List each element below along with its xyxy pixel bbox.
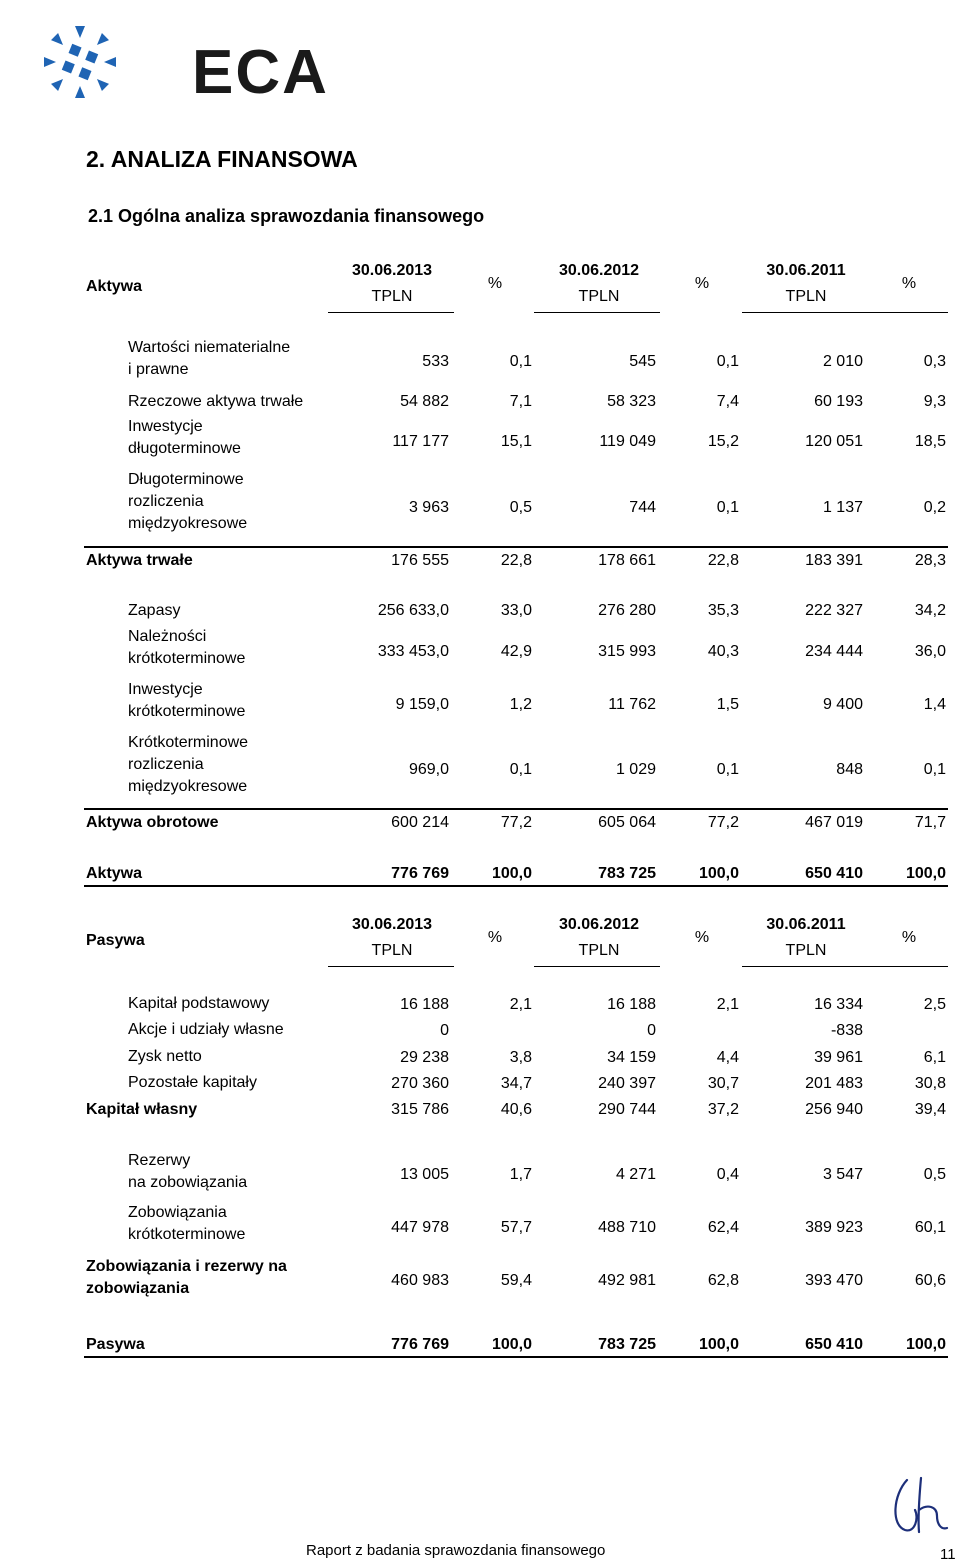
aktywa-row-p1: 7,1 — [509, 393, 532, 410]
eca-logo — [42, 20, 329, 107]
aktywa-row-v2: 315 993 — [598, 643, 656, 660]
pasywa-row-p1: 59,4 — [500, 1272, 532, 1289]
aktywa-row-v2: 11 762 — [608, 696, 656, 713]
subsection-title: 2.1 Ogólna analiza sprawozdania finansowego — [88, 206, 485, 226]
aktywa-row-label: Wartości niematerialne i prawne — [128, 339, 291, 378]
header-rule — [328, 312, 454, 313]
pasywa-row-p2: 2,1 — [716, 996, 739, 1013]
aktywa-row-v3: 120 051 — [805, 433, 863, 450]
pasywa-row-p2: 62,4 — [707, 1219, 739, 1236]
brand-name: ECA — [192, 38, 329, 107]
pasywa-row-v1: 0 — [440, 1022, 449, 1039]
aktywa-header: Aktywa — [86, 278, 143, 295]
pasywa-row-label: Zysk netto — [128, 1048, 202, 1065]
aktywa-row-v2: 605 064 — [598, 814, 656, 831]
pasywa-row-v2: 4 271 — [615, 1166, 656, 1183]
pasywa-row-p1: 2,1 — [509, 996, 532, 1013]
column-unit-d2013: TPLN — [371, 942, 413, 959]
pasywa-row-label: Akcje i udziały własne — [128, 1021, 284, 1038]
pasywa-row-p1: 40,6 — [500, 1101, 532, 1118]
column-date-d2012: 30.06.2012 — [558, 262, 640, 279]
aktywa-row-label: Rzeczowe aktywa trwałe — [128, 393, 304, 410]
pasywa-row-v3: 389 923 — [805, 1219, 863, 1236]
column-date-d2013: 30.06.2013 — [351, 916, 433, 933]
column-percent-3: % — [901, 275, 917, 292]
aktywa-row-p3: 0,1 — [923, 761, 946, 778]
aktywa-row-p1: 15,1 — [500, 433, 532, 450]
aktywa-row-v1: 176 555 — [391, 552, 449, 569]
aktywa-row-v1: 256 633,0 — [377, 602, 449, 619]
pasywa-row-v2: 783 725 — [598, 1336, 656, 1353]
column-percent-1: % — [487, 929, 503, 946]
pasywa-row-v1: 16 188 — [400, 996, 449, 1013]
pasywa-row-p3: 2,5 — [923, 996, 946, 1013]
aktywa-row-v1: 969,0 — [408, 761, 449, 778]
pasywa-row-v2: 488 710 — [598, 1219, 656, 1236]
aktywa-row-p2: 0,1 — [716, 499, 739, 516]
aktywa-row-p3: 36,0 — [914, 643, 946, 660]
aktywa-row-p3: 0,3 — [923, 353, 946, 370]
aktywa-row-label: Inwestycje krótkoterminowe — [128, 681, 246, 720]
aktywa-row-p3: 1,4 — [923, 696, 946, 713]
pasywa-row-v3: 3 547 — [822, 1166, 863, 1183]
aktywa-row-p2: 1,5 — [716, 696, 739, 713]
aktywa-row-p1: 0,5 — [509, 499, 532, 516]
aktywa-row-p2: 77,2 — [707, 814, 739, 831]
aktywa-row-label: Inwestycje długoterminowe — [128, 418, 241, 457]
aktywa-row-v1: 54 882 — [400, 393, 449, 410]
table-rule — [84, 808, 948, 810]
pasywa-row-p2: 100,0 — [698, 1336, 739, 1353]
pasywa-row-p1: 57,7 — [500, 1219, 532, 1236]
aktywa-row-p2: 7,4 — [716, 393, 739, 410]
pasywa-row-label: Pozostałe kapitały — [128, 1074, 257, 1091]
aktywa-row-p1: 42,9 — [500, 643, 532, 660]
section-title: 2. ANALIZA FINANSOWA — [86, 146, 358, 172]
aktywa-row-p2: 0,1 — [716, 761, 739, 778]
pasywa-row-v2: 0 — [647, 1022, 656, 1039]
aktywa-row-v3: 848 — [836, 761, 863, 778]
pasywa-row-v1: 776 769 — [391, 1336, 449, 1353]
pasywa-row-v2: 290 744 — [598, 1101, 656, 1118]
column-unit-d2012: TPLN — [578, 288, 620, 305]
aktywa-row-p1: 33,0 — [500, 602, 532, 619]
pasywa-row-p3: 0,5 — [923, 1166, 946, 1183]
aktywa-row-p1: 1,2 — [509, 696, 532, 713]
pasywa-row-v3: 39 961 — [814, 1049, 863, 1066]
aktywa-row-v2: 119 049 — [599, 433, 656, 450]
pasywa-row-p2: 30,7 — [707, 1075, 739, 1092]
aktywa-row-v3: 234 444 — [805, 643, 863, 660]
aktywa-row-p1: 77,2 — [500, 814, 532, 831]
pasywa-row-p2: 62,8 — [707, 1272, 739, 1289]
pasywa-row-label: Zobowiązania i rezerwy na zobowiązania — [86, 1258, 287, 1297]
pasywa-row-v2: 34 159 — [607, 1049, 656, 1066]
pasywa-row-p2: 37,2 — [707, 1101, 739, 1118]
pasywa-row-label: Rezerwy na zobowiązania — [128, 1152, 248, 1191]
aktywa-row-p2: 40,3 — [707, 643, 739, 660]
header-rule — [328, 966, 454, 967]
pasywa-header: Pasywa — [86, 932, 145, 949]
pasywa-row-p1: 3,8 — [509, 1049, 532, 1066]
pasywa-row-p1: 34,7 — [500, 1075, 532, 1092]
pasywa-row-v3: 16 334 — [814, 996, 863, 1013]
aktywa-row-v1: 533 — [422, 353, 449, 370]
header-rule — [742, 312, 948, 313]
aktywa-row-v1: 9 159,0 — [395, 696, 449, 713]
aktywa-row-v2: 1 029 — [615, 761, 656, 778]
column-percent-2: % — [694, 929, 710, 946]
header-rule — [534, 966, 660, 967]
aktywa-row-v1: 333 453,0 — [377, 643, 449, 660]
pasywa-row-p3: 100,0 — [905, 1336, 946, 1353]
column-unit-d2012: TPLN — [578, 942, 620, 959]
aktywa-row-v3: 467 019 — [805, 814, 863, 831]
header-rule — [534, 312, 660, 313]
column-unit-d2011: TPLN — [785, 288, 827, 305]
column-percent-3: % — [901, 929, 917, 946]
aktywa-row-v1: 600 214 — [391, 814, 449, 831]
aktywa-row-p3: 100,0 — [905, 865, 946, 882]
aktywa-row-v2: 744 — [629, 499, 656, 516]
column-date-d2013: 30.06.2013 — [351, 262, 433, 279]
aktywa-row-v1: 117 177 — [392, 433, 449, 450]
aktywa-row-p3: 28,3 — [914, 552, 946, 569]
aktywa-row-v3: 1 137 — [822, 499, 863, 516]
aktywa-row-v1: 776 769 — [391, 865, 449, 882]
pasywa-row-v3: 393 470 — [805, 1272, 863, 1289]
pasywa-row-label: Pasywa — [86, 1336, 145, 1353]
aktywa-row-v2: 783 725 — [598, 865, 656, 882]
column-percent-2: % — [694, 275, 710, 292]
aktywa-row-v3: 183 391 — [805, 552, 863, 569]
table-rule — [84, 1356, 948, 1358]
aktywa-row-p2: 35,3 — [707, 602, 739, 619]
column-unit-d2011: TPLN — [785, 942, 827, 959]
aktywa-row-p2: 0,1 — [716, 353, 739, 370]
pasywa-row-v3: -838 — [830, 1022, 863, 1039]
pasywa-row-p3: 60,6 — [914, 1272, 946, 1289]
pasywa-row-label: Kapitał własny — [86, 1101, 198, 1118]
pasywa-row-v2: 492 981 — [598, 1272, 656, 1289]
pasywa-row-v1: 13 005 — [400, 1166, 449, 1183]
aktywa-row-p1: 100,0 — [491, 865, 532, 882]
aktywa-row-p1: 0,1 — [509, 353, 532, 370]
column-percent-1: % — [487, 275, 503, 292]
pasywa-row-p3: 39,4 — [914, 1101, 946, 1118]
pasywa-row-v1: 460 983 — [391, 1272, 449, 1289]
aktywa-row-v3: 9 400 — [822, 696, 863, 713]
aktywa-row-v3: 222 327 — [805, 602, 863, 619]
pasywa-row-v3: 256 940 — [805, 1101, 863, 1118]
pasywa-row-p1: 1,7 — [509, 1166, 532, 1183]
pasywa-row-v3: 201 483 — [805, 1075, 863, 1092]
pasywa-row-v2: 240 397 — [598, 1075, 656, 1092]
pasywa-row-v1: 270 360 — [391, 1075, 449, 1092]
aktywa-row-v2: 545 — [629, 353, 656, 370]
eca-star-icon — [42, 24, 118, 100]
aktywa-row-label: Długoterminowe rozliczenia międzyokresowe — [128, 471, 248, 532]
pasywa-row-p1: 100,0 — [491, 1336, 532, 1353]
aktywa-row-p2: 15,2 — [707, 433, 739, 450]
aktywa-row-p1: 22,8 — [500, 552, 532, 569]
pasywa-row-p3: 30,8 — [914, 1075, 946, 1092]
column-date-d2012: 30.06.2012 — [558, 916, 640, 933]
aktywa-row-p3: 18,5 — [914, 433, 946, 450]
column-unit-d2013: TPLN — [371, 288, 413, 305]
aktywa-row-v2: 178 661 — [598, 552, 656, 569]
pasywa-row-v3: 650 410 — [805, 1336, 863, 1353]
pasywa-row-v1: 29 238 — [400, 1049, 449, 1066]
pasywa-row-label: Zobowiązania krótkoterminowe — [128, 1204, 246, 1243]
pasywa-row-p3: 6,1 — [923, 1049, 946, 1066]
aktywa-row-label: Należności krótkoterminowe — [128, 628, 246, 667]
pasywa-row-p3: 60,1 — [914, 1219, 946, 1236]
aktywa-row-p2: 22,8 — [707, 552, 739, 569]
table-rule — [84, 546, 948, 548]
aktywa-row-v3: 60 193 — [814, 393, 863, 410]
pasywa-row-v1: 447 978 — [391, 1219, 449, 1236]
pasywa-row-label: Kapitał podstawowy — [128, 995, 270, 1012]
pasywa-row-p2: 0,4 — [716, 1166, 739, 1183]
column-date-d2011: 30.06.2011 — [766, 916, 846, 933]
aktywa-row-p3: 71,7 — [914, 814, 946, 831]
table-rule — [84, 885, 948, 887]
header-rule — [742, 966, 948, 967]
aktywa-row-label: Zapasy — [128, 602, 181, 619]
pasywa-row-v2: 16 188 — [607, 996, 656, 1013]
signature — [885, 1470, 955, 1540]
aktywa-row-v1: 3 963 — [408, 499, 449, 516]
pasywa-row-v1: 315 786 — [391, 1101, 449, 1118]
pasywa-row-p2: 4,4 — [716, 1049, 739, 1066]
aktywa-row-v3: 650 410 — [805, 865, 863, 882]
aktywa-row-p3: 9,3 — [923, 393, 946, 410]
aktywa-row-label: Aktywa trwałe — [86, 552, 193, 569]
aktywa-row-label: Krótkoterminowe rozliczenia międzyokresowe — [128, 734, 249, 795]
aktywa-row-p3: 0,2 — [923, 499, 946, 516]
aktywa-row-v2: 276 280 — [598, 602, 656, 619]
aktywa-row-v3: 2 010 — [822, 353, 863, 370]
column-date-d2011: 30.06.2011 — [766, 262, 846, 279]
page-number: 11 — [940, 1546, 956, 1563]
footer-text: Raport z badania sprawozdania finansowego — [306, 1542, 606, 1559]
aktywa-row-p1: 0,1 — [509, 761, 532, 778]
aktywa-row-v2: 58 323 — [607, 393, 656, 410]
aktywa-row-p2: 100,0 — [698, 865, 739, 882]
aktywa-row-label: Aktywa — [86, 865, 143, 882]
aktywa-row-p3: 34,2 — [914, 602, 946, 619]
aktywa-row-label: Aktywa obrotowe — [86, 814, 219, 831]
